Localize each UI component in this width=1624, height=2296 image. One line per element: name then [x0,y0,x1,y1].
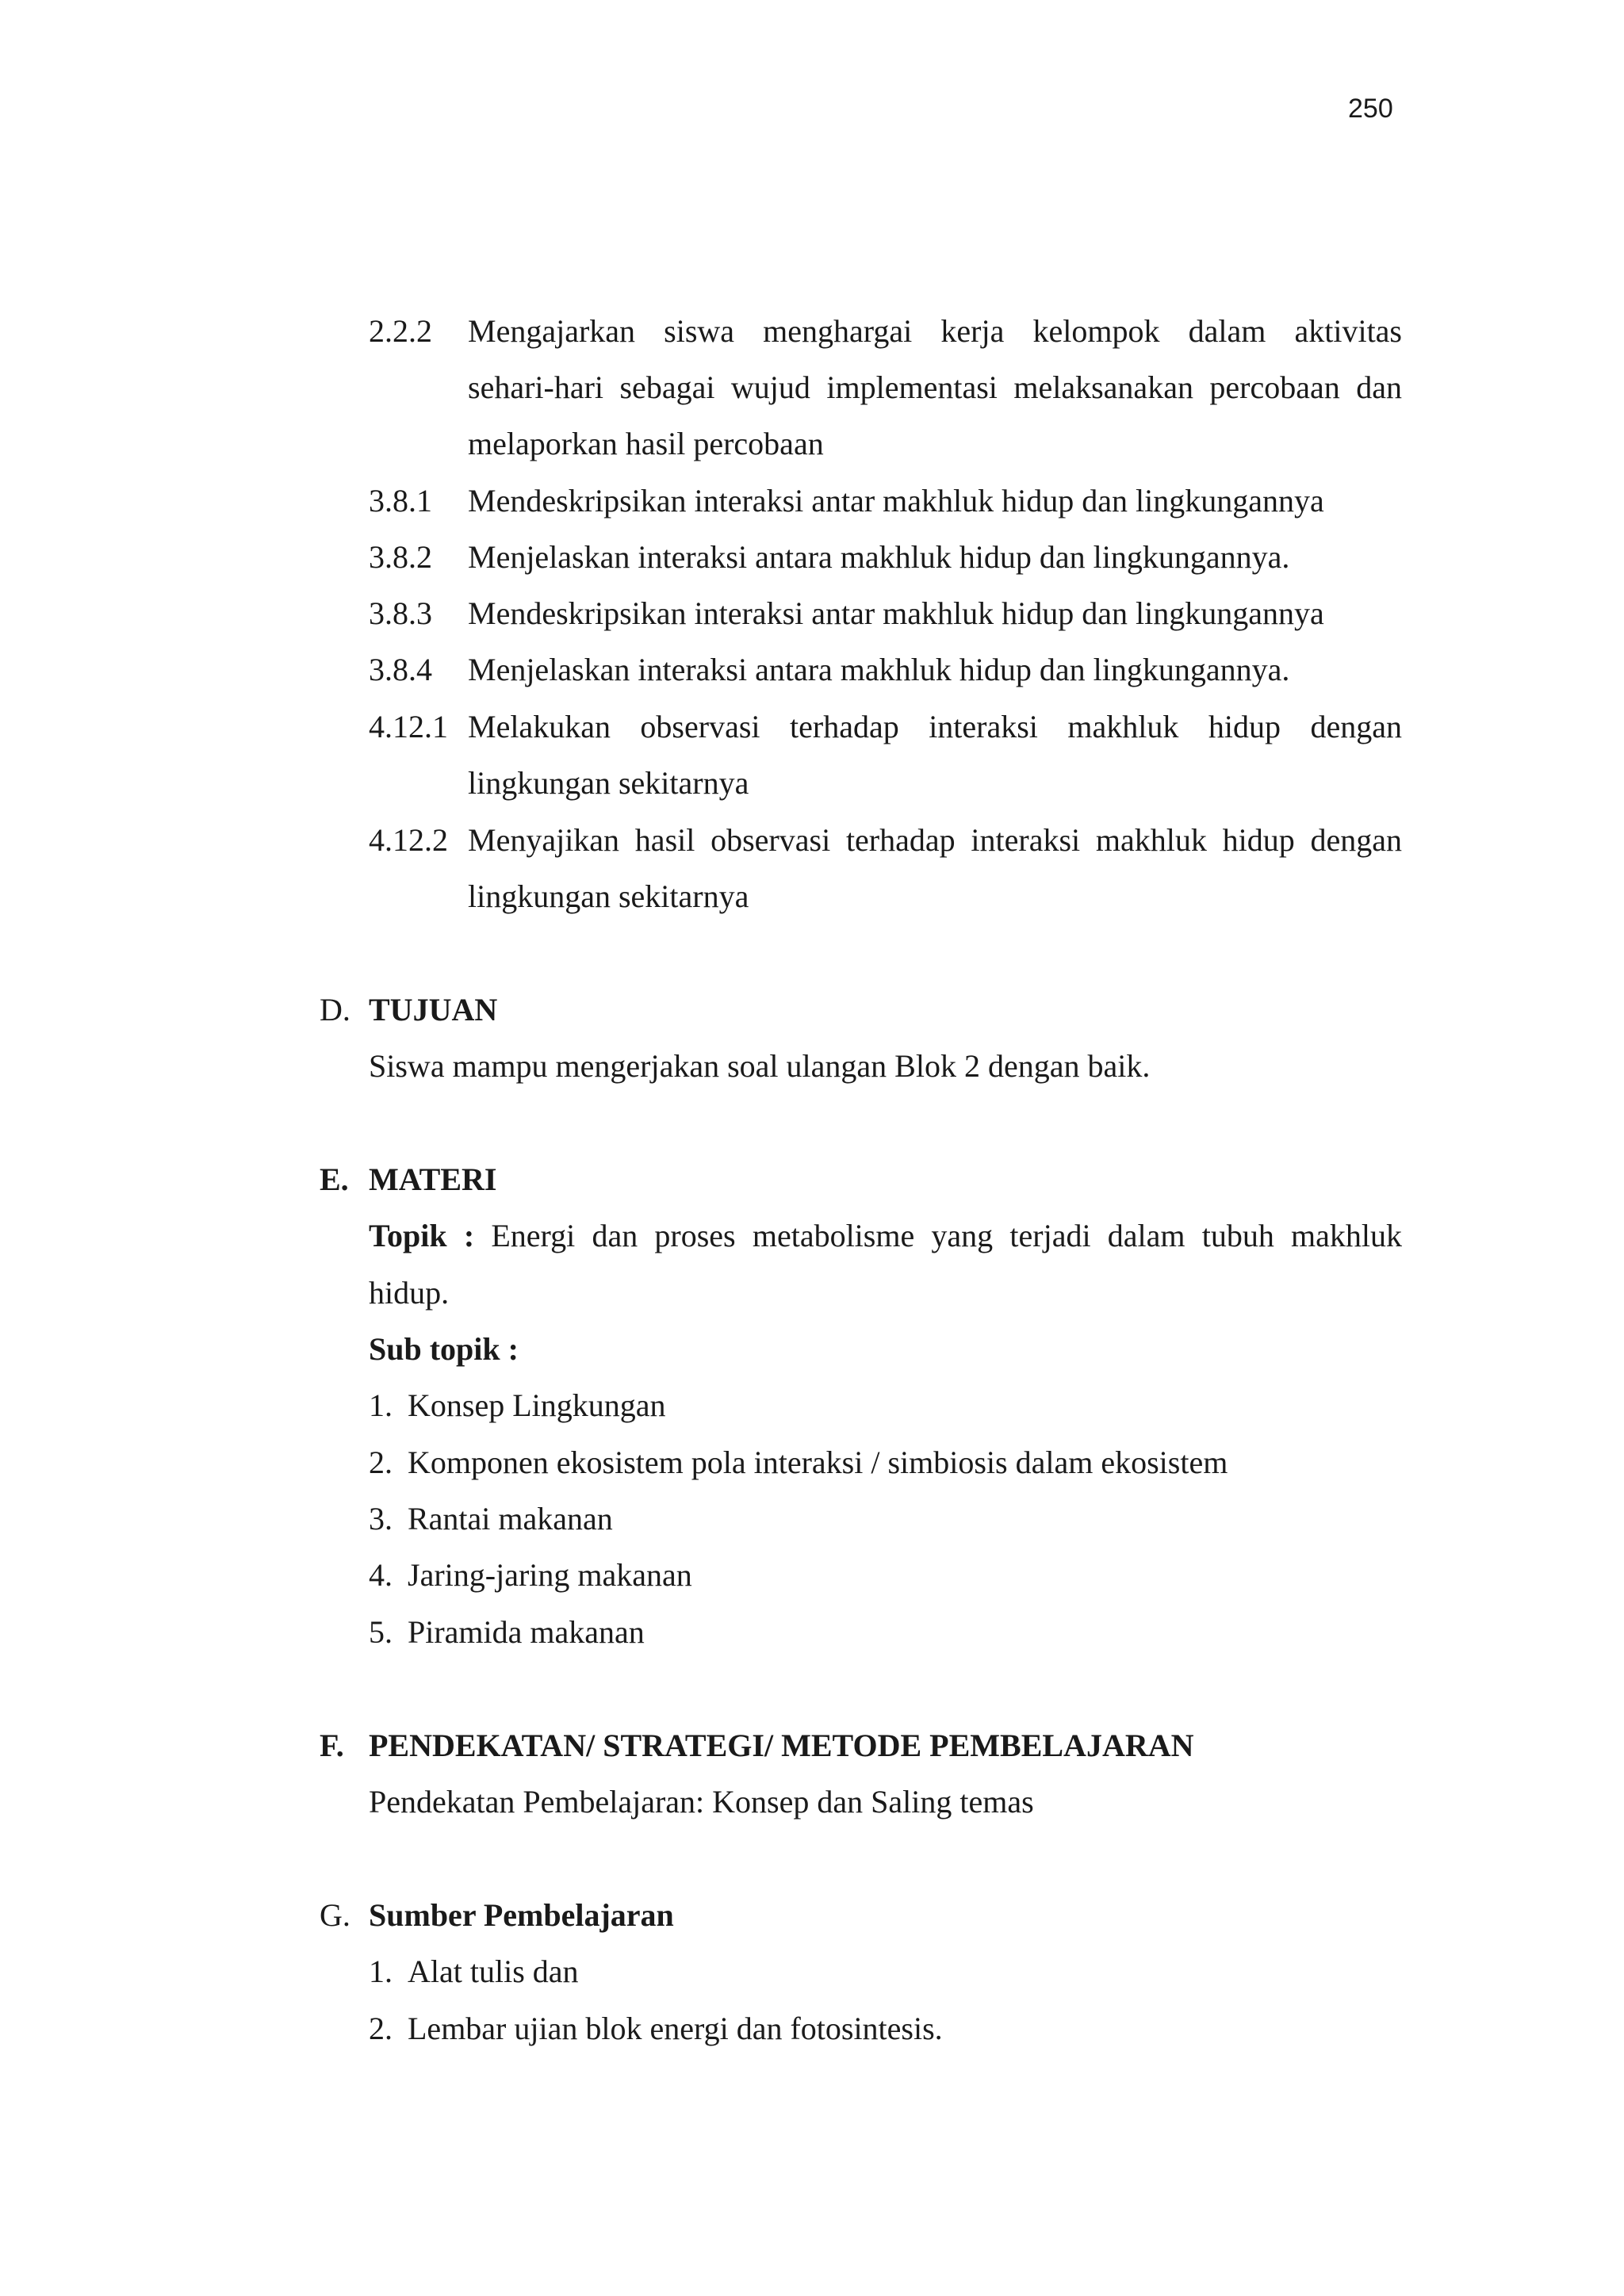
indicator-text: Menjelaskan interaksi antara makhluk hidup dan lingkungannya. [468,539,1290,575]
topic-line [369,1207,1402,1265]
subtopic-item: Komponen ekosistem pola interaksi / simbiosis dalam ekosistem [408,1445,1228,1480]
subtopic-item: Rantai makanan [408,1501,613,1536]
indicator-text: sehari-hari sebagai wujud implementasi melaksanakan percobaan dan [468,369,1402,405]
indicator-number: 3.8.1 [369,483,432,519]
indicator-number: 3.8.3 [369,595,432,631]
section-g-title: Sumber Pembelajaran [369,1897,674,1933]
indicator-number: 2.2.2 [369,313,432,349]
section-d-letter: D. [320,992,350,1027]
section-d-title: TUJUAN [369,992,498,1027]
indicator-text: melaporkan hasil percobaan [468,426,824,461]
indicator-number: 3.8.4 [369,652,432,687]
section-f-title: PENDEKATAN/ STRATEGI/ METODE PEMBELAJARAN [369,1728,1194,1763]
subtopic-label: Sub topik : [369,1331,519,1367]
indicator-number: 4.12.1 [369,709,448,744]
section-g-letter: G. [320,1897,350,1933]
section-d-text: Siswa mampu mengerjakan soal ulangan Blok 2 dengan baik. [369,1048,1151,1084]
section-f-letter: F. [320,1728,344,1763]
indicator-text: lingkungan sekitarnya [468,878,749,914]
subtopic-number: 4. [369,1557,393,1593]
source-item: Alat tulis dan [408,1954,579,1989]
subtopic-item: Piramida makanan [408,1614,645,1650]
indicator-number: 4.12.2 [369,822,448,858]
subtopic-item: Jaring-jaring makanan [408,1557,692,1593]
source-item: Lembar ujian blok energi dan fotosintesis. [408,2011,943,2046]
indicator-text: Mengajarkan siswa menghargai kerja kelompok dalam aktivitas [468,313,1402,349]
topic-text-continued: hidup. [369,1275,450,1311]
indicator-text: Menyajikan hasil observasi terhadap interaksi makhluk hidup dengan [468,822,1402,858]
indicator-text: Melakukan observasi terhadap interaksi makhluk hidup dengan [468,709,1402,744]
subtopic-number: 5. [369,1614,393,1650]
topic-label: Topik : [369,1218,475,1253]
indicator-text: Mendeskripsikan interaksi antar makhluk hidup dan lingkungannya [468,595,1324,631]
section-e-letter: E. [320,1161,349,1197]
subtopic-number: 2. [369,1445,393,1480]
source-number: 2. [369,2011,393,2046]
section-f-text: Pendekatan Pembelajaran: Konsep dan Saling temas [369,1784,1034,1820]
topic-text: Energi dan proses metabolisme yang terjadi dalam tubuh makhluk [491,1218,1403,1253]
indicator-text: Mendeskripsikan interaksi antar makhluk hidup dan lingkungannya [468,483,1324,519]
subtopic-number: 3. [369,1501,393,1536]
subtopic-item: Konsep Lingkungan [408,1387,666,1423]
indicator-text: lingkungan sekitarnya [468,765,749,801]
indicator-text: Menjelaskan interaksi antara makhluk hidup dan lingkungannya. [468,652,1290,687]
subtopic-number: 1. [369,1387,393,1423]
section-e-title: MATERI [369,1161,497,1197]
indicator-number: 3.8.2 [369,539,432,575]
page-number: 250 [1348,94,1393,124]
source-number: 1. [369,1954,393,1989]
